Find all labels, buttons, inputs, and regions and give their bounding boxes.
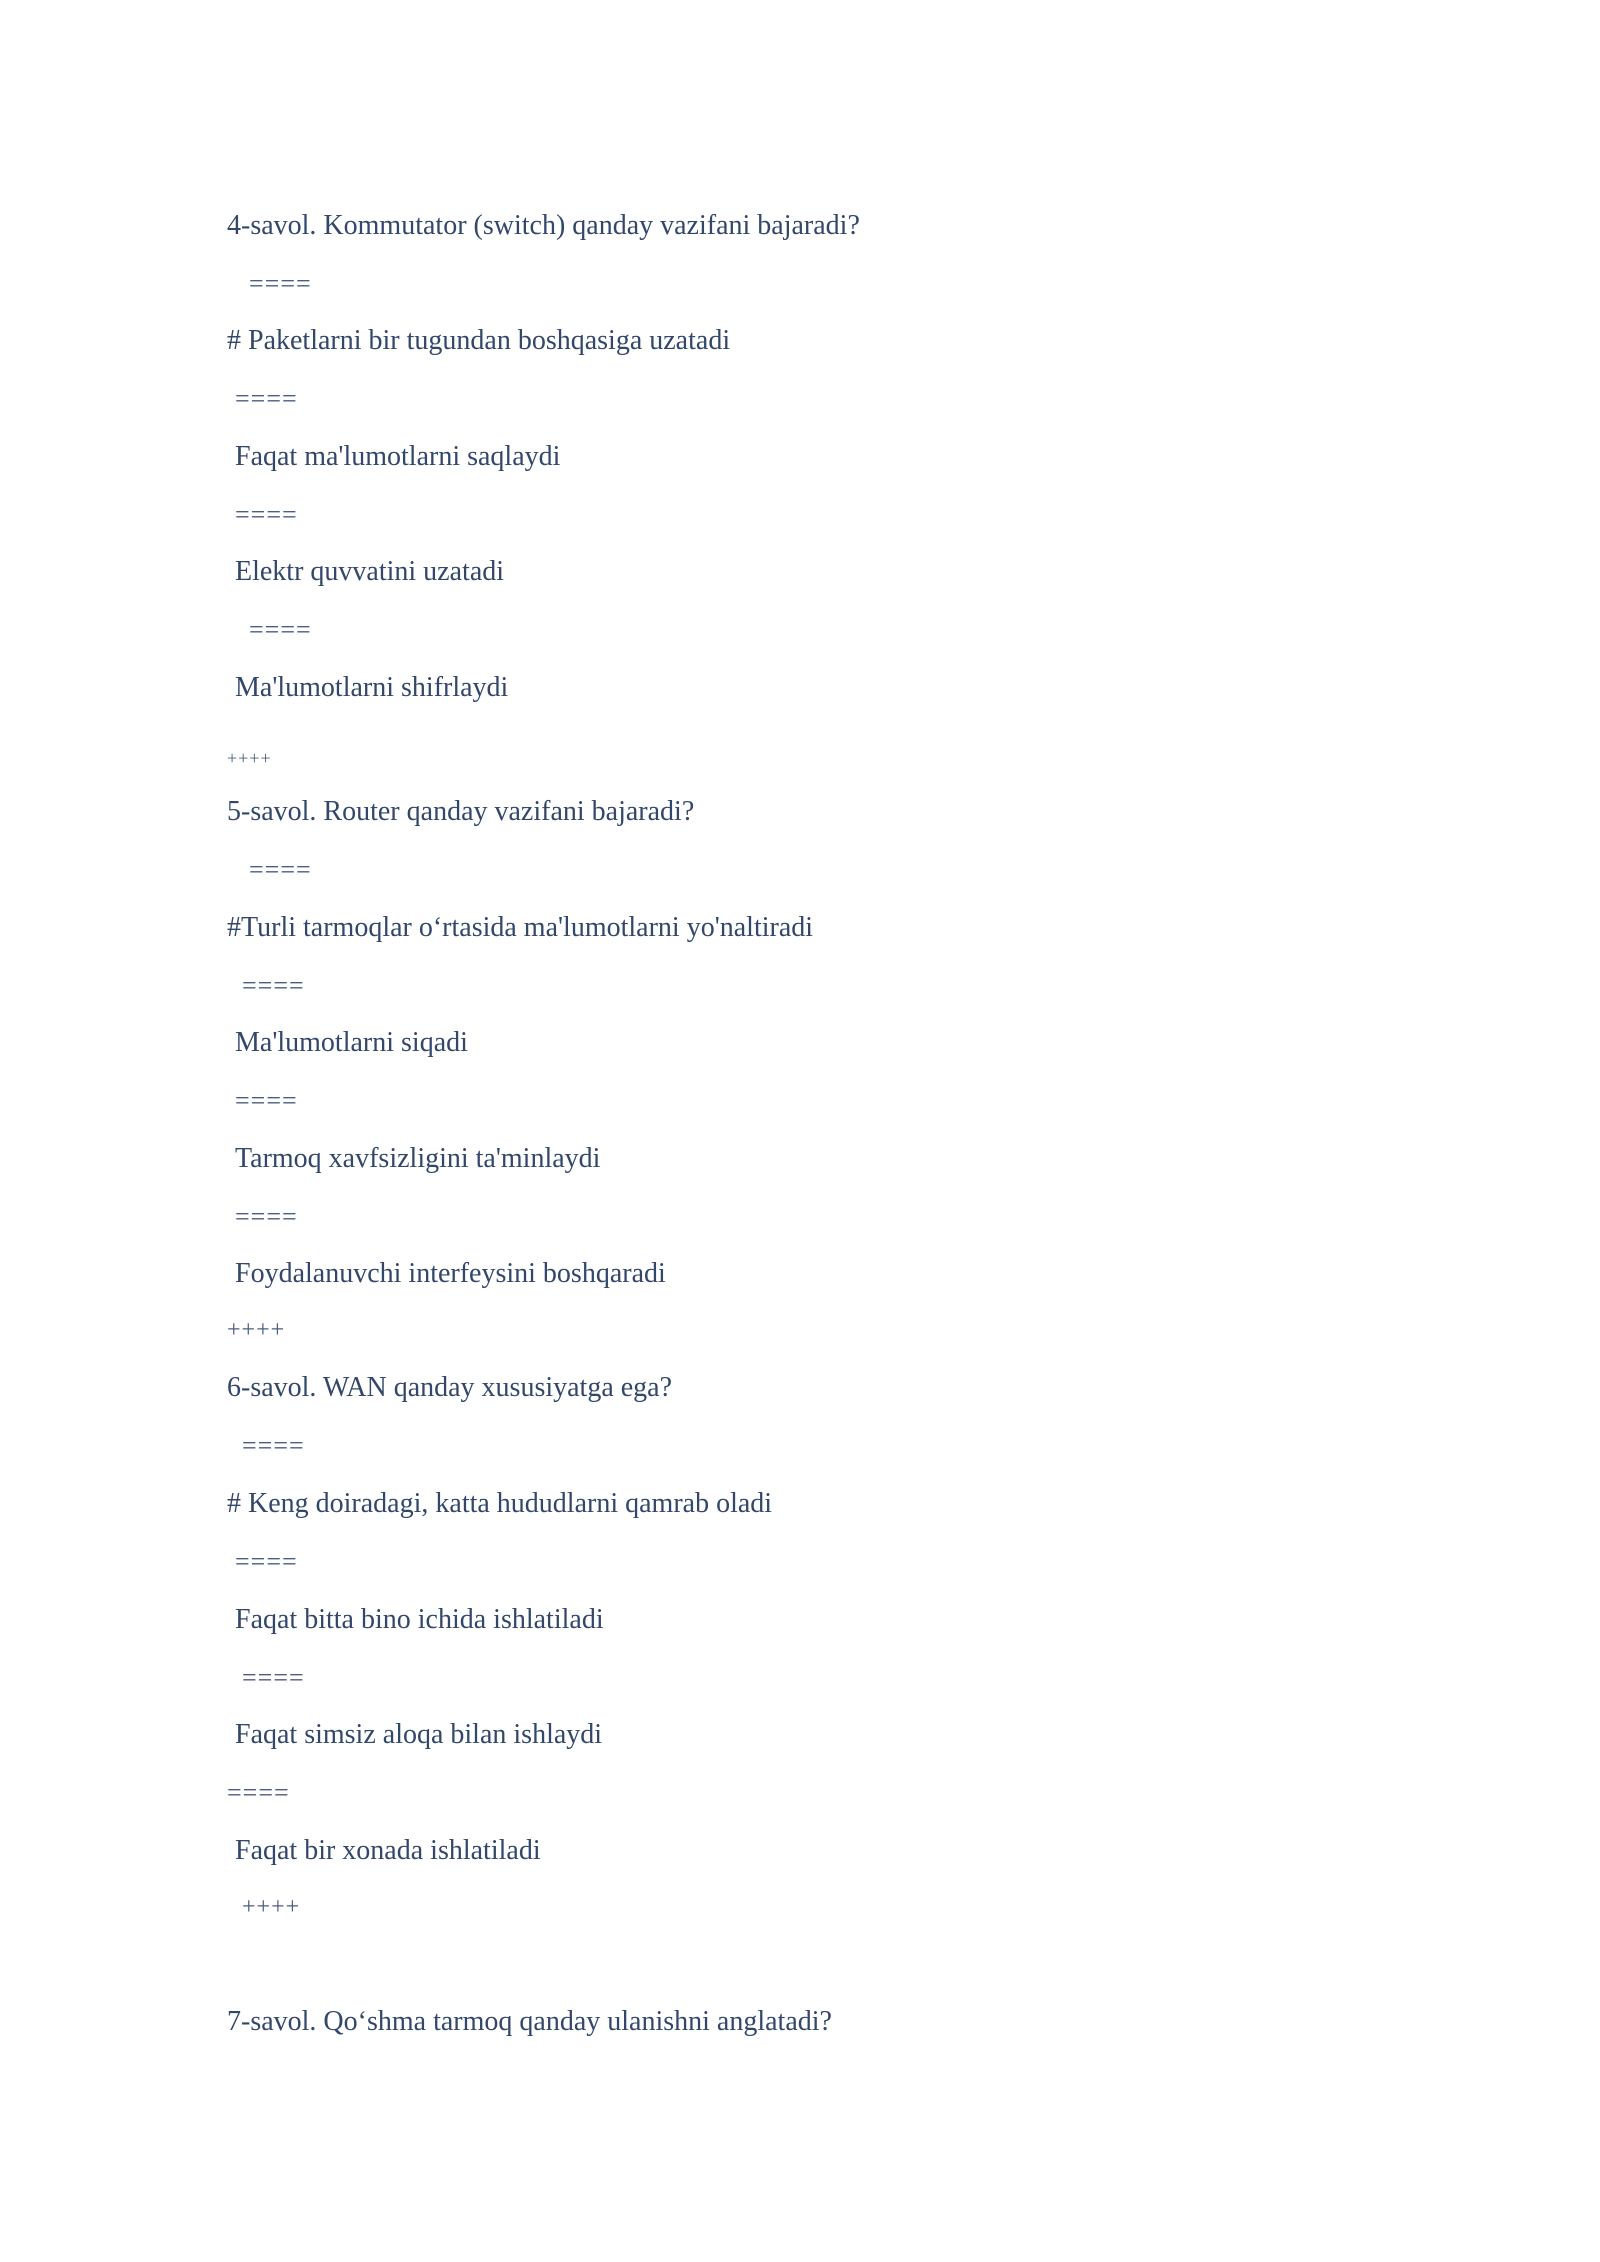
- question-4-text: 4-savol. Kommutator (switch) qanday vazifani bajaradi?: [227, 210, 860, 241]
- separator: ====: [242, 1431, 305, 1460]
- separator: ====: [242, 1663, 305, 1692]
- answer-option: Ma'lumotlarni siqadi: [235, 1027, 468, 1058]
- answer-correct: # Paketlarni bir tugundan boshqasiga uzatadi: [227, 325, 731, 356]
- separator: ====: [235, 384, 298, 413]
- separator: ====: [235, 1547, 298, 1576]
- answer-option: Faqat bir xonada ishlatiladi: [235, 1835, 541, 1866]
- answer-option: Ma'lumotlarni shifrlaydi: [235, 672, 509, 703]
- separator: ====: [235, 1086, 298, 1115]
- answer-option: Faqat ma'lumotlarni saqlaydi: [235, 441, 561, 472]
- separator: ====: [227, 1778, 290, 1807]
- answer-option: Faqat bitta bino ichida ishlatiladi: [235, 1604, 604, 1635]
- answer-correct: # Keng doiradagi, katta hududlarni qamrab oladi: [227, 1488, 773, 1519]
- question-end-marker: ++++: [227, 748, 272, 768]
- question-end-marker: ++++: [227, 1317, 286, 1343]
- question-end-marker: ++++: [242, 1894, 301, 1920]
- answer-option: Tarmoq xavfsizligini ta'minlaydi: [235, 1143, 601, 1174]
- question-7-text: 7-savol. Qo‘shma tarmoq qanday ulanishni anglatadi?: [227, 2006, 832, 2037]
- answer-option: Faqat simsiz aloqa bilan ishlaydi: [235, 1719, 603, 1750]
- separator: ====: [235, 1202, 298, 1231]
- separator: ====: [235, 500, 298, 529]
- answer-option: Elektr quvvatini uzatadi: [235, 556, 505, 587]
- question-6-text: 6-savol. WAN qanday xususiyatga ega?: [227, 1372, 673, 1403]
- separator: ====: [249, 615, 312, 644]
- separator: ====: [249, 269, 312, 298]
- answer-correct: #Turli tarmoqlar o‘rtasida ma'lumotlarni yo'naltiradi: [227, 912, 814, 943]
- separator: ====: [249, 855, 312, 884]
- separator: ====: [242, 971, 305, 1000]
- answer-option: Foydalanuvchi interfeysini boshqaradi: [235, 1258, 666, 1289]
- question-5-text: 5-savol. Router qanday vazifani bajaradi?: [227, 796, 695, 827]
